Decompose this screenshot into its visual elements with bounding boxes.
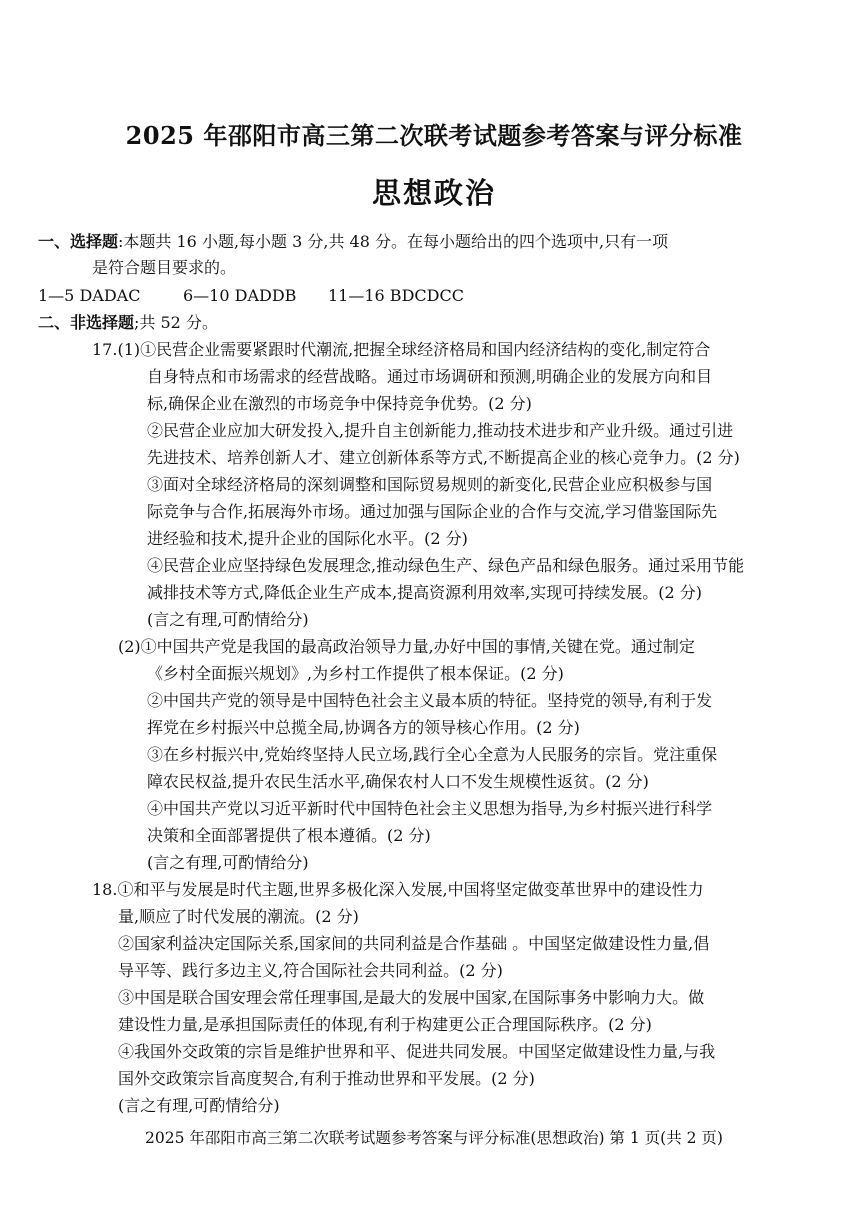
q18-line: (言之有理,可酌情给分) [118,1096,280,1115]
q17-line: 障农民权益,提升农民生活水平,确保农村人口不发生规模性返贫。(2 分) [147,772,649,791]
q17-line: ④民营企业应坚持绿色发展理念,推动绿色生产、绿色产品和绿色服务。通过采用节能 [147,556,745,575]
q17-line: 进经验和技术,提升企业的国际化水平。(2 分) [147,529,468,548]
q18-line: 量,顺应了时代发展的潮流。(2 分) [118,907,359,926]
answers-1-5: 1—5 DADAC [38,286,141,305]
q17-line: 减排技术等方式,降低企业生产成本,提高资源利用效率,实现可持续发展。(2 分) [147,583,703,602]
q18-line: 国外交政策宗旨高度契合,有利于推动世界和平发展。(2 分) [118,1069,535,1088]
page-footer: 2025 年邵阳市高三第二次联考试题参考答案与评分标准(思想政治) 第 1 页(共 2 页) [145,1129,723,1147]
q17-line: (2)①中国共产党是我国的最高政治领导力量,办好中国的事情,关键在党。通过制定 [118,637,695,656]
q17-line: 挥党在乡村振兴中总揽全局,协调各方的领导核心作用。(2 分) [147,718,580,737]
q17-line: 标,确保企业在激烈的市场竞争中保持竞争优势。(2 分) [147,394,532,413]
section1-desc-line1: :本题共 16 小题,每小题 3 分,共 48 分。在每小题给出的四个选项中,只有一项 [118,232,669,251]
choice-answers [38,286,464,306]
section1-desc-line2: 是符合题目要求的。 [92,258,237,277]
document-title: 2025 年邵阳市高三第二次联考试题参考答案与评分标准 [125,121,743,150]
section2-line [38,313,218,333]
q18-line: ②国家利益决定国际关系,国家间的共同利益是合作基础 。中国坚定做建设性力量,倡 [118,934,710,953]
q18-line: 18.①和平与发展是时代主题,世界多极化深入发展,中国将坚定做变革世界中的建设性力 [92,880,704,899]
subject-title: 思想政治 [371,176,496,210]
q17-line: ③在乡村振兴中,党始终坚持人民立场,践行全心全意为人民服务的宗旨。党注重保 [147,745,718,764]
q17-line: 《乡村全面振兴规划》,为乡村工作提供了根本保证。(2 分) [147,664,564,683]
q17-line: ③面对全球经济格局的深刻调整和国际贸易规则的新变化,民营企业应积极参与国 [147,475,713,494]
q17-line: 先进技术、培养创新人才、建立创新体系等方式,不断提高企业的核心竞争力。(2 分) [147,448,740,467]
q17-line: (言之有理,可酌情给分) [147,853,309,872]
q18-line: 导平等、践行多边主义,符合国际社会共同利益。(2 分) [118,961,503,980]
q18-line: 建设性力量,是承担国际责任的体现,有利于构建更公正合理国际秩序。(2 分) [118,1015,652,1034]
section1-heading: 一、选择题 [38,232,119,251]
q18-line: ④我国外交政策的宗旨是维护世界和平、促进共同发展。中国坚定做建设性力量,与我 [118,1042,716,1061]
q17-line: 自身特点和市场需求的经营战略。通过市场调研和预测,明确企业的发展方向和目 [147,367,713,386]
q17-line: (言之有理,可酌情给分) [147,610,309,629]
q17-line: 决策和全面部署提供了根本遵循。(2 分) [147,826,431,845]
answers-6-10: 6—10 DADDB [183,286,297,305]
answers-11-16: 11—16 BDCDCC [328,286,464,305]
q17-line: ②中国共产党的领导是中国特色社会主义最本质的特征。坚持党的领导,有利于发 [147,691,713,710]
q18-line: ③中国是联合国安理会常任理事国,是最大的发展中国家,在国际事务中影响力大。做 [118,988,705,1007]
q17-line: 际竞争与合作,拓展海外市场。通过加强与国际企业的合作与交流,学习借鉴国际先 [147,502,718,521]
section2-heading: 二、非选择题 [38,313,135,332]
section2-desc: ;共 52 分。 [134,313,218,332]
section1-line1 [38,232,668,252]
q17-line: 17.(1)①民营企业需要紧跟时代潮流,把握全球经济格局和国内经济结构的变化,制定符合 [92,340,711,359]
q17-line: ②民营企业应加大研发投入,提升自主创新能力,推动技术进步和产业升级。通过引进 [147,421,734,440]
q17-line: ④中国共产党以习近平新时代中国特色社会主义思想为指导,为乡村振兴进行科学 [147,799,713,818]
